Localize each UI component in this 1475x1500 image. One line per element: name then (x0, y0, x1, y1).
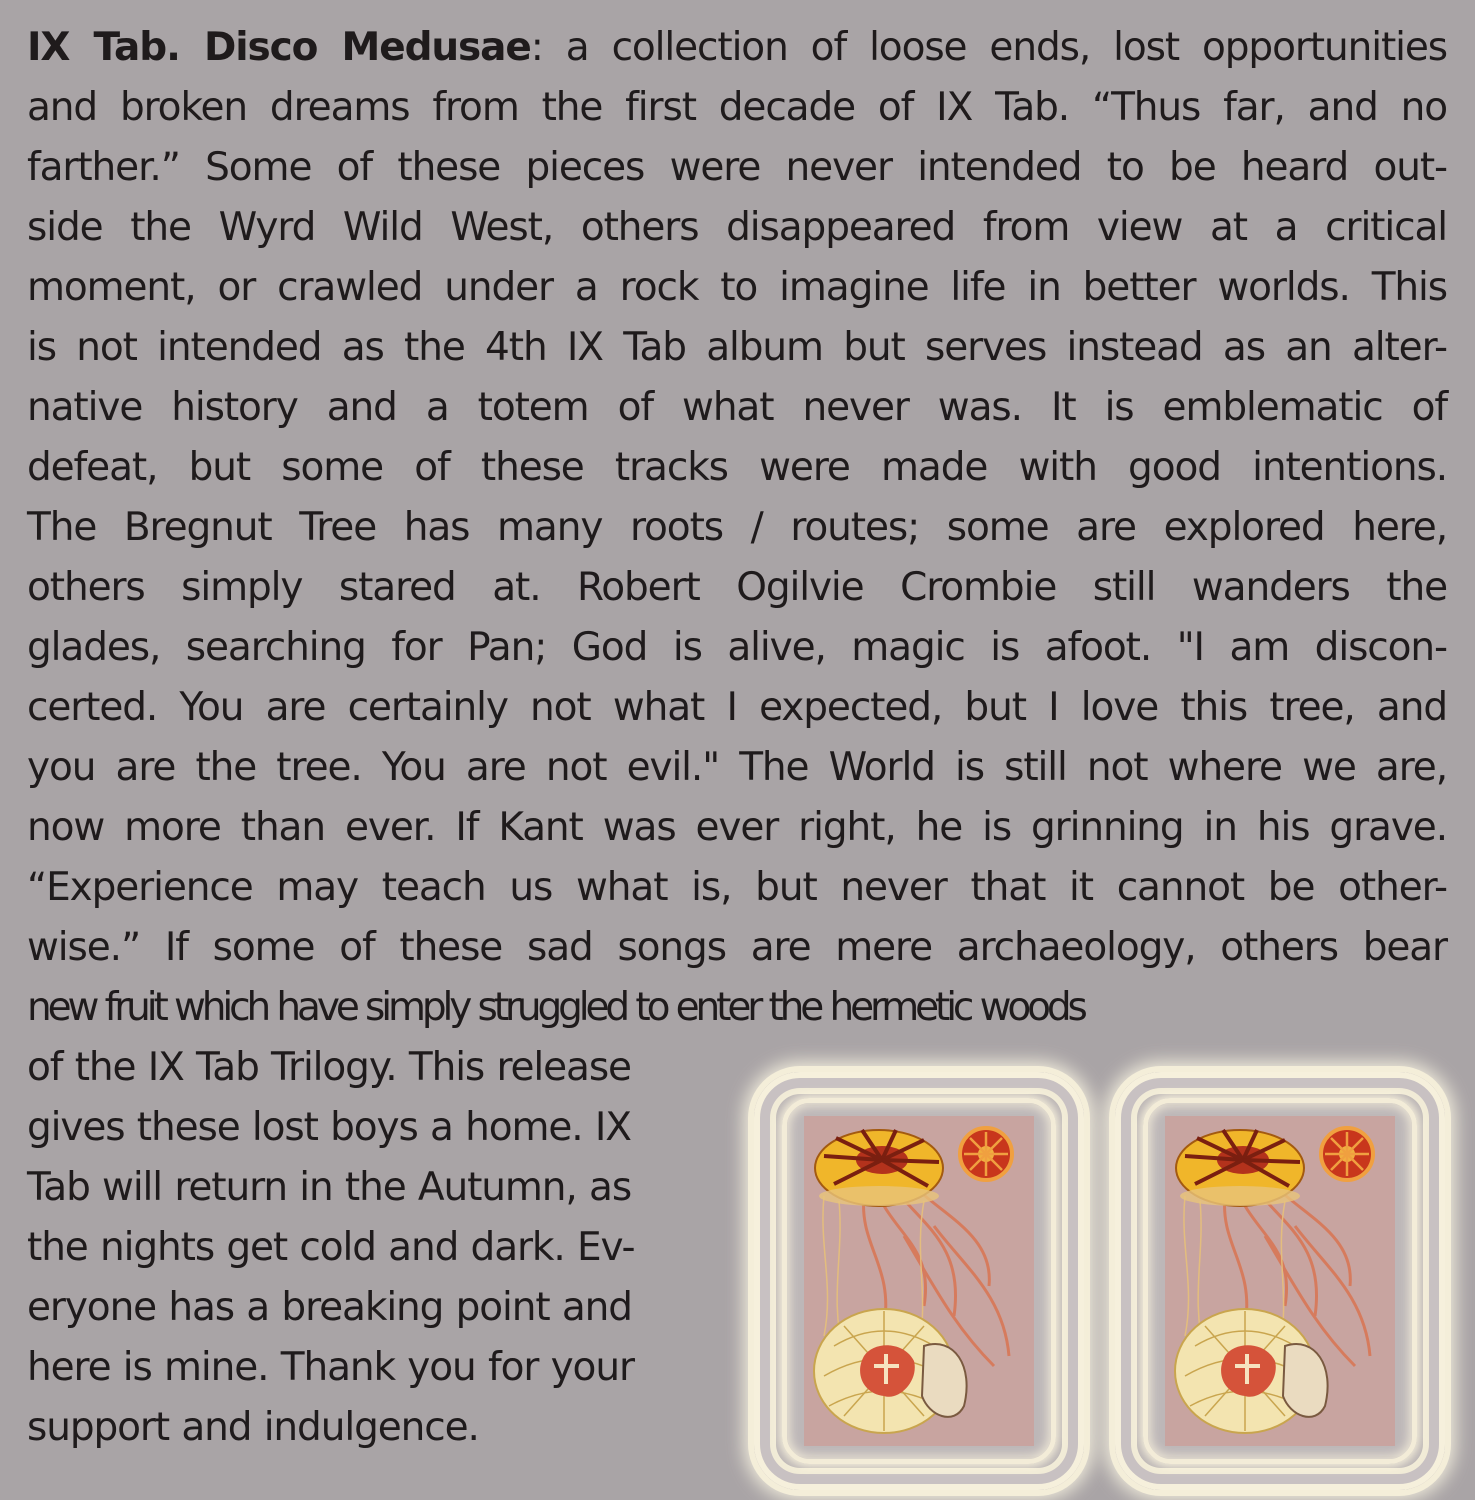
text-line: Tab will return in the Autumn, as (27, 1165, 632, 1210)
text-line: certed. You are certainly not what I expected, but I love this tree, and (27, 685, 1447, 730)
text-line: now more than ever. If Kant was ever right, he is grinning in his grave. (27, 805, 1447, 850)
text-line (27, 18, 1447, 78)
text-line: native history and a totem of what never was. It is emblematic of (27, 385, 1447, 430)
text-line: new fruit which have simply struggled to enter the hermetic woods (27, 985, 1084, 1030)
text-line: eryone has a breaking point and (27, 1285, 632, 1330)
text-line: here is mine. Thank you for your (27, 1345, 634, 1390)
jellyfish-illustration-icon (804, 1116, 1034, 1446)
glowing-frame-right (1115, 1072, 1445, 1490)
glowing-frame-left (754, 1072, 1084, 1490)
text-line: moment, or crawled under a rock to imagine life in better worlds. This (27, 265, 1447, 310)
text-line: gives these lost boys a home. IX (27, 1105, 631, 1150)
text-line: you are the tree. You are not evil." The World is still not where we are, (27, 745, 1447, 790)
title-bold: IX Tab. Disco Medusae (27, 25, 531, 70)
text-line: and broken dreams from the first decade of IX Tab. “Thus far, and no (27, 85, 1447, 130)
text-line: defeat, but some of these tracks were made with good intentions. (27, 445, 1447, 490)
text-line: support and indulgence. (27, 1405, 479, 1450)
text-line: of the IX Tab Trilogy. This release (27, 1045, 631, 1090)
text-line: others simply stared at. Robert Ogilvie Crombie still wanders the (27, 565, 1447, 610)
text-line: farther.” Some of these pieces were never intended to be heard out- (27, 145, 1447, 190)
text-line: glades, searching for Pan; God is alive, magic is afoot. "I am discon- (27, 625, 1447, 670)
jellyfish-illustration-icon (1165, 1116, 1395, 1446)
text-line: “Experience may teach us what is, but never that it cannot be other- (27, 865, 1447, 910)
text-line: side the Wyrd Wild West, others disappeared from view at a critical (27, 205, 1447, 250)
text-line: wise.” If some of these sad songs are mere archaeology, others bear (27, 925, 1447, 970)
text-line: is not intended as the 4th IX Tab album but serves instead as an alter- (27, 325, 1447, 370)
text-line-rest: : a collection of loose ends, lost opportunities (530, 25, 1447, 70)
text-line: The Bregnut Tree has many roots / routes; some are explored here, (27, 505, 1447, 550)
text-line: the nights get cold and dark. Ev- (27, 1225, 635, 1270)
